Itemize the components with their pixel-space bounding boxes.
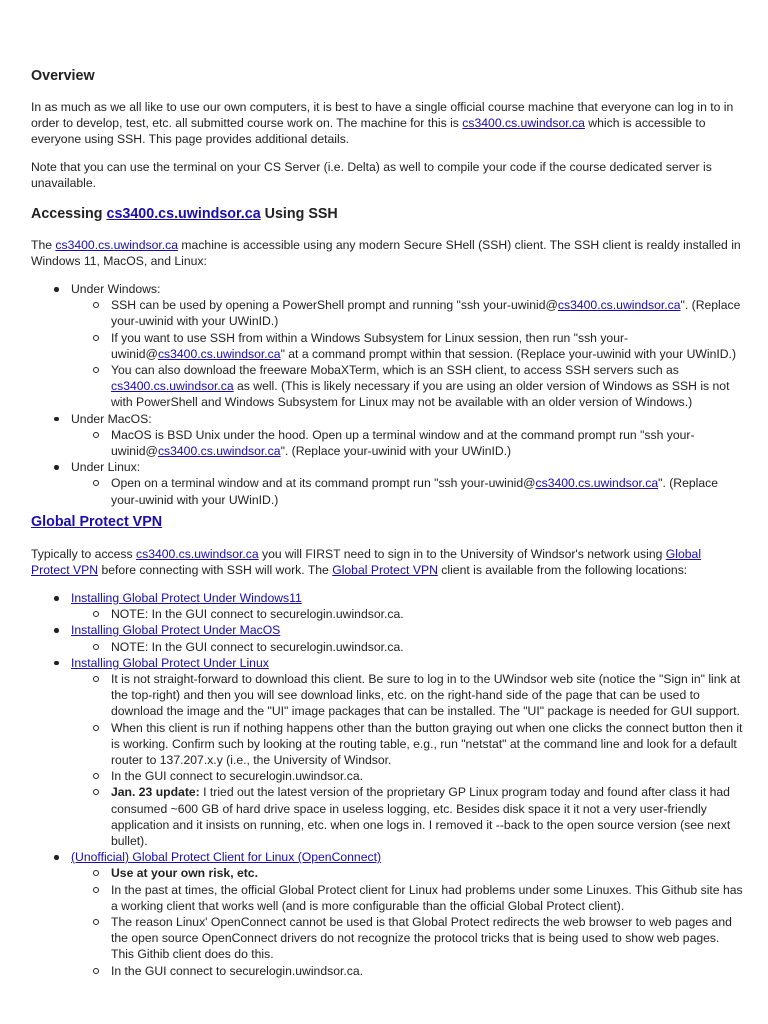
macos-sublist (71, 427, 743, 459)
list-item (31, 849, 743, 979)
linux-notes (71, 671, 743, 849)
ssh-heading: Accessing cs3400.cs.uwindsor.ca Using SSH (31, 206, 338, 222)
list-item (31, 655, 743, 849)
overview-paragraph: In as much as we all like to use our own computers, it is best to have a single official course machine that everyone can log in to in order to develop, test, etc. all submitted course work on. The machine for this is cs3400.cs.uwindsor.ca which is accessible to everyone using SSH. This page provides additional details. (31, 100, 734, 147)
vpn-intro-paragraph: Typically to access cs3400.cs.uwindsor.ca you will FIRST need to sign in to the University of Windsor's network using Global Protect VPN before connecting with SSH will work. The Global Protect VPN client is available from the following locations: (31, 547, 702, 578)
list-item: In the past at times, the official Global Protect client for Linux had problems under some Linuxes. This Github site has a working client that works well (and is more configurable than the official Global Protect client). (71, 882, 743, 914)
list-item: NOTE: In the GUI connect to securelogin.uwindsor.ca. (71, 639, 743, 655)
list-item: It is not straight-forward to download this client. Be sure to log in to the UWindsor web site (notice the "Sign in" link at the top-right) and then you will see download links, etc. on the right-hand side of the page that can be used to download the image and the "UI" image packages that can be installed. The "UI" package is needed for GUI support. (71, 671, 743, 720)
cs3400-link[interactable]: cs3400.cs.uwindsor.ca (557, 298, 681, 313)
list-item: Under Windows: SSH can be used by opening a PowerShell prompt and running "ssh your-uwinid@cs3400.cs.uwindsor.ca". (Replace your-uwinid with your UWinID.) If you want to use SSH from within a Windows Subsystem for Linux session, then run "ssh your-uwinid@cs3400.cs.uwindsor.ca" at a command prompt within that session. (Replace your-uwinid with your UWinID.) You can also download the freeware MobaXTerm, which is an SSH client, to access SSH servers such as cs3400.cs.uwindsor.ca as well. (This is likely necessary if you are using an older version of Windows as SSH is not with PowerShell and Windows Subsystem for Linux may not be available with an older version of Windows.) (31, 281, 743, 411)
global-protect-vpn-link[interactable]: Global Protect VPN (31, 547, 702, 578)
list-item: When this client is run if nothing happens other than the button graying out when one clicks the connect button then it is working. Confirm such by looking at the routing table, e.g., run "netstat" at the command line and look for a default router to 137.207.x.y (i.e., the University of Windsor. (71, 720, 743, 769)
list-item: MacOS is BSD Unix under the hood. Open up a terminal window and at the command prompt run "ssh your-uwinid@cs3400.cs.uwindsor.ca". (Replace your-uwinid with your UWinID.) (71, 427, 743, 459)
ssh-heading-link[interactable]: cs3400.cs.uwindsor.ca (106, 206, 261, 222)
install-windows-link[interactable]: Installing Global Protect Under Windows11 (71, 591, 302, 605)
list-item (31, 622, 743, 654)
vpn-download-list (31, 590, 743, 979)
linux-sublist (71, 475, 743, 507)
ssh-intro-paragraph: The cs3400.cs.uwindsor.ca machine is accessible using any modern Secure SHell (SSH) client. The SSH client is realdy installed in Windows 11, MacOS, and Linux: (31, 238, 741, 269)
list-item: Under MacOS: MacOS is BSD Unix under the hood. Open up a terminal window and at the command prompt run "ssh your-uwinid@cs3400.cs.uwindsor.ca". (Replace your-uwinid with your UWinID.) (31, 411, 743, 460)
list-item: Use at your own risk, etc. (71, 865, 743, 881)
cs3400-link[interactable]: cs3400.cs.uwindsor.ca (136, 547, 259, 561)
cs3400-link[interactable]: cs3400.cs.uwindsor.ca (111, 379, 234, 394)
macos-notes (71, 639, 743, 655)
delta-note-paragraph: Note that you can use the terminal on your CS Server (i.e. Delta) as well to compile your code if the course dedicated server is unavailable. (31, 160, 712, 191)
ssh-os-list (31, 281, 743, 508)
openconnect-client-link[interactable]: (Unofficial) Global Protect Client for Linux (OpenConnect) (71, 850, 382, 865)
cs3400-link[interactable]: cs3400.cs.uwindsor.ca (157, 346, 281, 361)
windows-sublist (71, 297, 743, 410)
install-macos-link[interactable]: Installing Global Protect Under MacOS (71, 623, 281, 638)
windows-notes (71, 606, 743, 622)
openconnect-notes (71, 865, 743, 978)
list-item: In the GUI connect to securelogin.uwindsor.ca. (71, 963, 743, 979)
cs3400-link[interactable]: cs3400.cs.uwindsor.ca (55, 238, 179, 252)
list-item: You can also download the freeware MobaXTerm, which is an SSH client, to access SSH servers such as cs3400.cs.uwindsor.ca as well. (This is likely necessary if you are using an older version of Windows as SSH is not with PowerShell and Windows Subsystem for Linux may not be available with an older version of Windows.) (71, 362, 743, 411)
list-item: If you want to use SSH from within a Windows Subsystem for Linux session, then run "ssh your-uwinid@cs3400.cs.uwindsor.ca" at a command prompt within that session. (Replace your-uwinid with your UWinID.) (71, 330, 743, 362)
vpn-heading (31, 512, 162, 532)
global-protect-vpn-link[interactable]: Global Protect VPN (332, 563, 438, 578)
overview-heading: Overview (31, 68, 95, 84)
global-protect-vpn-heading-link[interactable]: Global Protect VPN (31, 514, 163, 530)
list-item: SSH can be used by opening a PowerShell prompt and running "ssh your-uwinid@cs3400.cs.uwindsor.ca". (Replace your-uwinid with your UWinID.) (71, 297, 743, 329)
install-linux-link[interactable]: Installing Global Protect Under Linux (71, 655, 269, 670)
cs3400-link[interactable]: cs3400.cs.uwindsor.ca (462, 116, 585, 131)
list-item: Open on a terminal window and at its command prompt run "ssh your-uwinid@cs3400.cs.uwindsor.ca". (Replace your-uwinid with your UWinID.) (71, 475, 743, 507)
list-item: Under Linux: Open on a terminal window and at its command prompt run "ssh your-uwinid@cs3400.cs.uwindsor.ca". (Replace your-uwinid with your UWinID.) (31, 459, 743, 508)
list-item: In the GUI connect to securelogin.uwindsor.ca. (71, 768, 743, 784)
list-item: The reason Linux' OpenConnect cannot be used is that Global Protect redirects the web browser to web pages and the open source OpenConnect drivers do not recognize the protocol tricks that is being used to show web pages. This Githib client does do this. (71, 914, 743, 963)
list-item: Jan. 23 update: I tried out the latest version of the proprietary GP Linux program today and found after class it had consumed ~600 GB of hard drive space in useless logging, etc. Besides disk space it it not a very user-friendly application and it insists on running, etc. when one logs in. I removed it --back to the open source version (see next bullet). (71, 784, 743, 849)
list-item (31, 590, 743, 622)
list-item: NOTE: In the GUI connect to securelogin.uwindsor.ca. (71, 606, 743, 622)
cs3400-link[interactable]: cs3400.cs.uwindsor.ca (157, 444, 281, 459)
cs3400-link[interactable]: cs3400.cs.uwindsor.ca (535, 476, 659, 491)
